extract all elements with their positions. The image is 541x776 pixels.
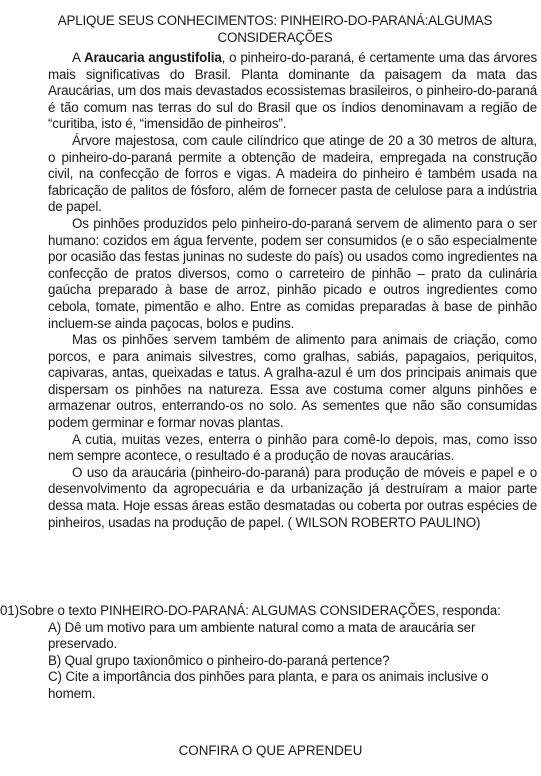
question-item-c: C) Cite a importância dos pinhões para planta, e para os animais inclusive o homem. bbox=[48, 669, 489, 701]
document-title: APLIQUE SEUS CONHECIMENTOS: PINHEIRO-DO-PARANÁ:ALGUMAS CONSIDERAÇÕES bbox=[57, 13, 493, 45]
footer-heading: CONFIRA O QUE APRENDEU bbox=[178, 743, 363, 758]
paragraph-2: Árvore majestosa, com caule cilíndrico que atinge de 20 a 30 metros de altura, o pinheiro-do-paraná permite a obtenção de madeira, empregada na construção civil, na confecção de forros e vigas. A madeira do pinheiro é também usada na fabricação de palitos de fósforo, além de fornecer pasta de celulose para a indústria de papel. bbox=[48, 132, 537, 215]
question-section bbox=[0, 603, 537, 703]
paragraph-1-intro: A bbox=[72, 50, 84, 65]
paragraph-3: Os pinhões produzidos pelo pinheiro-do-paraná servem de alimento para o ser humano: cozidos em água fervente, podem ser consumidos (e o são especialmente por ocasião das festas juninas no sudeste do país) ou usados como ingredientes na confecção de pratos diversos, como o carreteiro de pinhão – prato da culinária gaúcha preparado à base de arroz, pinhão picado e outros ingredientes como cebola, tomate, pimentão e alho. Entre as comidas preparadas à base de pinhão incluem-se ainda paçocas, bolos e pudins. bbox=[48, 215, 537, 331]
question-item-a: A) Dê um motivo para um ambiente natural como a mata de araucária ser preservado. bbox=[48, 619, 476, 652]
paragraph-5: A cutia, muitas vezes, enterra o pinhão para comê-lo depois, mas, como isso nem sempre acontece, o resultado é a produção de novas araucárias. bbox=[48, 431, 537, 464]
paragraph-1 bbox=[48, 50, 537, 133]
question-intro: 01)Sobre o texto PINHEIRO-DO-PARANÁ: ALGUMAS CONSIDERAÇÕES, responda: bbox=[0, 603, 501, 618]
paragraph-1-text: , o pinheiro-do-paraná, é certamente uma das árvores mais significativas do Brasil. Planta dominante da paisagem da mata das Araucárias, um dos mais devastados ecossistemas brasileiros, o pinheiro-do-paraná é tão comum nas terras do sul do Brasil que os índios denominavam a região de “curitiba, isto é, “imensidão de pinheiros”. bbox=[48, 50, 537, 132]
question-item-b: B) Qual grupo taxionômico o pinheiro-do-paraná pertence? bbox=[48, 652, 390, 668]
paragraph-4: Mas os pinhões servem também de alimento para animais de criação, como porcos, e para animais silvestres, como gralhas, sabiás, papagaios, periquitos, capivaras, antas, queixadas e tatus. A gralha-azul é um dos principais animais que dispersam os pinhões na natureza. Essa ave costuma comer alguns pinhões e armazenar outros, enterrando-os no solo. As sementes que não são consumidas podem germinar e formar novas plantas. bbox=[48, 332, 537, 431]
article-body bbox=[48, 50, 537, 531]
scientific-name: Araucaria angustifolia bbox=[83, 50, 222, 65]
paragraph-6: O uso da araucária (pinheiro-do-paraná) para produção de móveis e papel e o desenvolvimento da agropecuária e da urbanização já destruíram a maior parte dessa mata. Hoje essas áreas estão desmatadas ou coberta por outras espécies de pinheiros, usadas na produção de papel. ( WILSON ROBERTO PAULINO) bbox=[48, 464, 537, 530]
